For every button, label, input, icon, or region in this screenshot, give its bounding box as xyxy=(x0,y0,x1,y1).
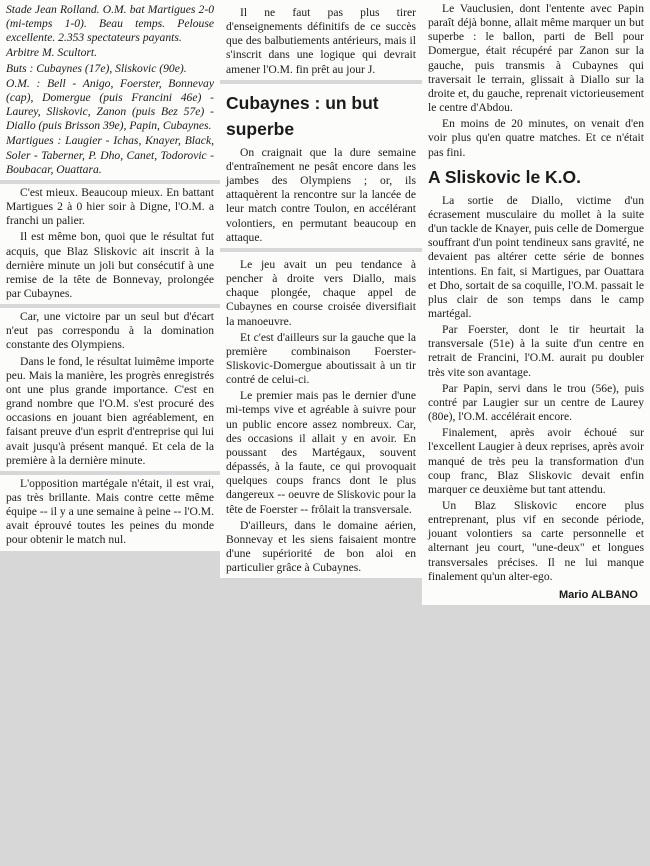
paragraph: Un Blaz Sliskovic encore plus entreprenant, plus vif en seconde période, jouant volontiers sa carte personnelle et alternant jeu court, "une-deux" et longues transversales précises. Il ne lui manque finalement qu'un alter-ego. xyxy=(428,499,644,583)
article-clip xyxy=(220,252,422,578)
paragraph: Le jeu avait un peu tendance à pencher à droite vers Diallo, mais chaque plongée, chaque appel de Cubaynes en course croisée diversifiait la manoeuvre. xyxy=(226,257,416,328)
paragraph: Le premier mais pas le dernier d'une mi-temps vive et agréable à suivre pour un public encore assez nombreux. Car, des occasions il allait y en avoir. En poussant des Martégaux, souvent dépassés, à la faute, ce qui provoquait quelques coups francs dont le plus dangereux -- oeuvre de Sliskovic pour la tête de Foerster -- frôlait la transversale. xyxy=(226,389,416,516)
column-1 xyxy=(0,0,220,555)
paragraph: Il est même bon, quoi que le résultat fut acquis, que Blaz Sliskovic ait inscrit à la dernière minute un joli but consécutif à une remise de la tête de Bonnevay, prolongée par Cubaynes. xyxy=(6,230,214,300)
paragraph: Finalement, après avoir échoué sur l'excellent Laugier à deux reprises, après avoir manqué de très peu la transformation d'un coup franc, Blaz Sliskovic devait enfin marquer ce deuxième but tant attendu. xyxy=(428,426,644,496)
paragraph: Il ne faut pas plus tirer d'enseignements définitifs de ce succès que des balbutiements antérieurs, mais il s'inscrit dans une logique qui devrait amener l'O.M. fin prêt au jour J. xyxy=(226,6,416,76)
paragraph: L'opposition martégale n'était, il est vrai, pas très brillante. Mais contre cette même équipe -- il y a une semaine à peine -- l'O.M. avait éprouvé toutes les peines du monde pour obtenir le match nul. xyxy=(6,476,214,547)
article-clip xyxy=(0,308,220,471)
section-headline: A Sliskovic le K.O. xyxy=(428,166,582,187)
column-3 xyxy=(422,0,650,605)
column-2 xyxy=(220,0,422,582)
referee-line: Arbitre M. Scultort. xyxy=(6,46,98,60)
paragraph: D'ailleurs, dans le domaine aérien, Bonnevay et les siens faisaient montre d'une supériorité de bon aloi en particulier grâce à Cubaynes. xyxy=(226,518,416,575)
paragraph: C'est mieux. Beaucoup mieux. En battant Martigues 2 à 0 hier soir à Digne, l'O.M. a franchi un palier. xyxy=(6,185,214,228)
paragraph: La sortie de Diallo, victime d'un écrasement musculaire du mollet à la suite d'un tackle de Knayer, puis celle de Domergue souffrant d'un point tendineux sans gravité, ne devaient pas altérer cette série de bonnes intentions. En fait, si Martigues, par Ouattara et Dho, sortait de sa coquille, l'O.M. passait le plus clair de son temps dans le camp martégal. xyxy=(428,193,644,320)
scorers-line: Buts : Cubaynes (17e), Sliskovic (90e). xyxy=(6,61,187,75)
paragraph: Et c'est d'ailleurs sur la gauche que la première combinaison Foerster-Sliskovic-Domergue aboutissait à un tir contré de celui-ci. xyxy=(226,330,416,387)
paragraph: Par Foerster, dont le tir heurtait la transversale (51e) à la suite d'un centre en retrait de Francini, l'O.M. aurait pu doubler très vite son avantage. xyxy=(428,323,644,379)
martigues-lineup: Martigues : Laugier - Ichas, Knayer, Black, Soler - Taberner, P. Dho, Canet, Todorovic - Boubacar, Ouattara. xyxy=(6,134,214,176)
article-clip xyxy=(220,84,422,248)
article-clip xyxy=(0,475,220,551)
paragraph: Par Papin, servi dans le trou (56e), puis contré par Laugier sur un centre de Laurey (80e), l'O.M. accélérait encore. xyxy=(428,381,644,424)
article-clip xyxy=(422,0,650,605)
author-signature: Mario ALBANO xyxy=(558,588,638,601)
article-clip xyxy=(0,184,220,304)
paragraph: On craignait que la dure semaine d'entraînement ne pesât encore dans les jambes des Olympiens ; or, ils attaquèrent la rencontre sur la lancée de leur match contre Toulon, en accélérant volontiers, en permutant beaucoup en attaque. xyxy=(226,145,416,244)
match-info-block xyxy=(0,0,220,180)
paragraph: Dans le fond, le résultat luimême importe peu. Mais la manière, les progrès enregistrés ont une plus grande importance. C'est en grand nombre que l'O.M. s'est procuré des occasions en jouant bien agréablement, en faisant preuve d'un esprit d'entreprise qui lui avait jusqu'à présent manqué. Et cela de la première à la dernière minute. xyxy=(6,354,214,467)
section-headline: Cubaynes : un but superbe xyxy=(226,92,379,139)
match-summary: Stade Jean Rolland. O.M. bat Martigues 2-0 (mi-temps 1-0). Beau temps. Pelouse excellente. 2.353 spectateurs payants. xyxy=(6,3,214,45)
om-lineup: O.M. : Bell - Anigo, Foerster, Bonnevay (cap), Domergue (puis Francini 46e) - Laurey, Sliskovic, Zanon (puis Bez 57e) - Diallo (puis Brisson 39e), Papin, Cubaynes. xyxy=(6,76,214,133)
paragraph: En moins de 20 minutes, on venait d'en voir plus qu'en quatre matches. Et ce n'était pas fini. xyxy=(428,117,644,159)
paragraph: Le Vauclusien, dont l'entente avec Papin paraît déjà bonne, allait même marquer un but superbe : le ballon, parti de Bell pour Domergue, était récupéré par Zanon sur la gauche, puis transmis à Cubaynes qui traversait le terrain, glissait à Diallo sur la droite et, du gauche, reprenait victorieusement le centre d'Abdou. xyxy=(428,2,644,115)
article-clip xyxy=(220,0,422,80)
paragraph: Car, une victoire par un seul but d'écart n'eut pas correspondu à la domination constante des Olympiens. xyxy=(6,310,214,352)
